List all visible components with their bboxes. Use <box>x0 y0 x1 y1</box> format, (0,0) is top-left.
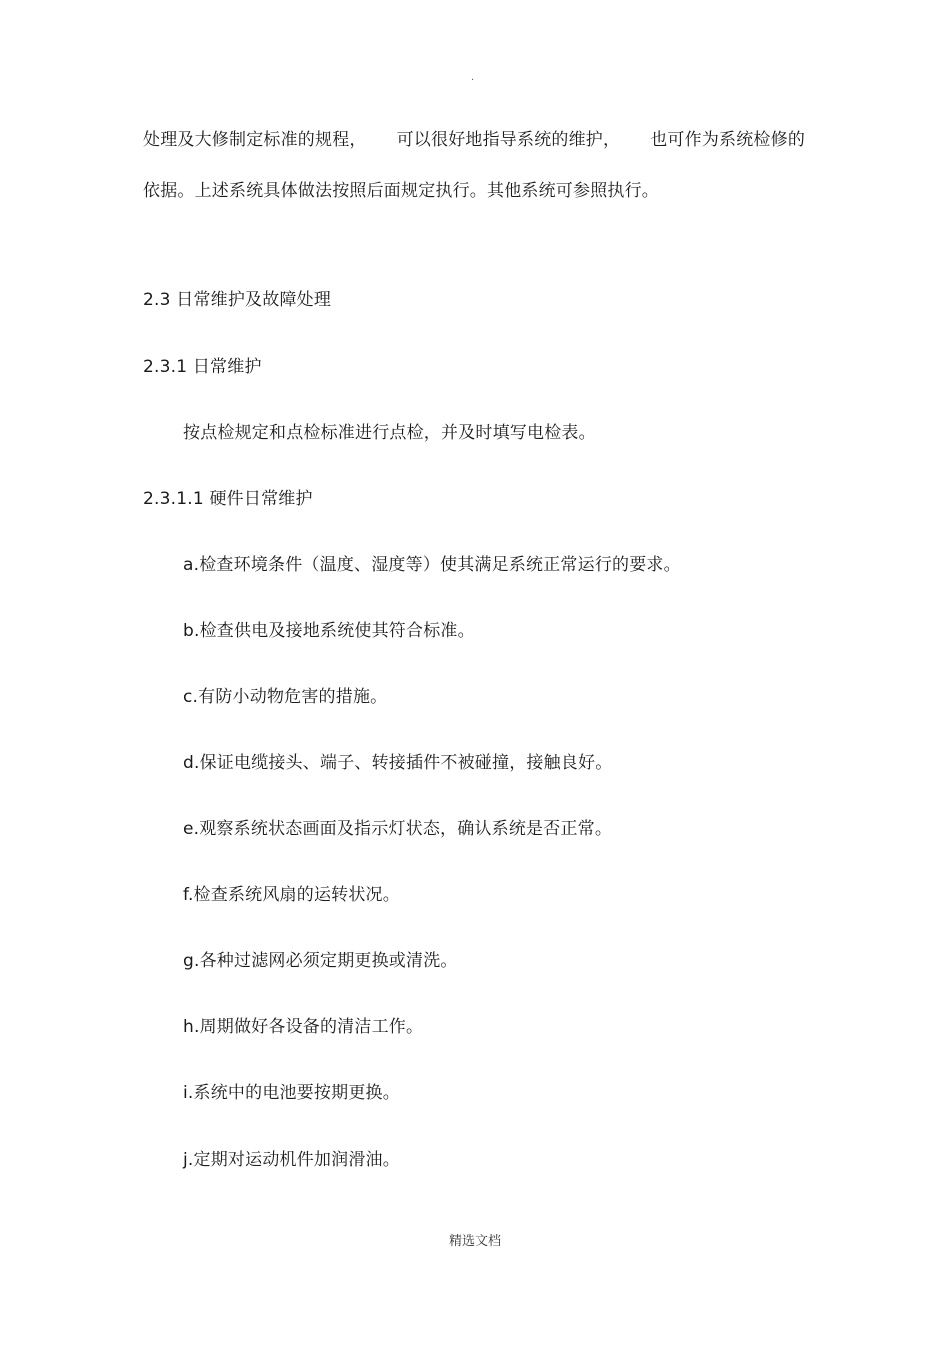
list-item-i: i.系统中的电池要按期更换。 <box>183 1083 400 1103</box>
paragraph-line-1-seg-2: 可以很好地指导系统的维护， <box>396 130 621 150</box>
list-item-c: c.有防小动物危害的措施。 <box>183 687 388 707</box>
section-heading-2-3: 2.3 日常维护及故障处理 <box>143 290 332 310</box>
paragraph-line-1-seg-1: 处理及大修制定标准的规程， <box>143 130 367 150</box>
paragraph-line-1 <box>143 128 805 152</box>
paragraph-line-2: 依据。上述系统具体做法按照后面规定执行。其他系统可参照执行。 <box>143 181 659 201</box>
list-item-d: d.保证电缆接头、端子、转接插件不被碰撞，接触良好。 <box>183 753 613 773</box>
section-heading-2-3-1: 2.3.1 日常维护 <box>143 357 262 377</box>
footer-label: 精选文档 <box>449 1234 502 1249</box>
list-item-f: f.检查系统风扇的运转状况。 <box>183 885 400 905</box>
list-item-g: g.各种过滤网必须定期更换或清洗。 <box>183 951 458 971</box>
section-2-3-1-text: 按点检规定和点检标准进行点检，并及时填写电检表。 <box>183 423 596 443</box>
list-item-j: j.定期对运动机件加润滑油。 <box>183 1150 400 1170</box>
section-heading-2-3-1-1: 2.3.1.1 硬件日常维护 <box>143 489 313 509</box>
paragraph-line-1-seg-3: 也可作为系统检修的 <box>650 130 806 150</box>
header-mark: . <box>471 72 475 83</box>
list-item-b: b.检查供电及接地系统使其符合标准。 <box>183 621 475 641</box>
list-item-a: a.检查环境条件（温度、湿度等）使其满足系统正常运行的要求。 <box>183 555 681 575</box>
list-item-e: e.观察系统状态画面及指示灯状态，确认系统是否正常。 <box>183 819 613 839</box>
list-item-h: h.周期做好各设备的清洁工作。 <box>183 1017 424 1037</box>
